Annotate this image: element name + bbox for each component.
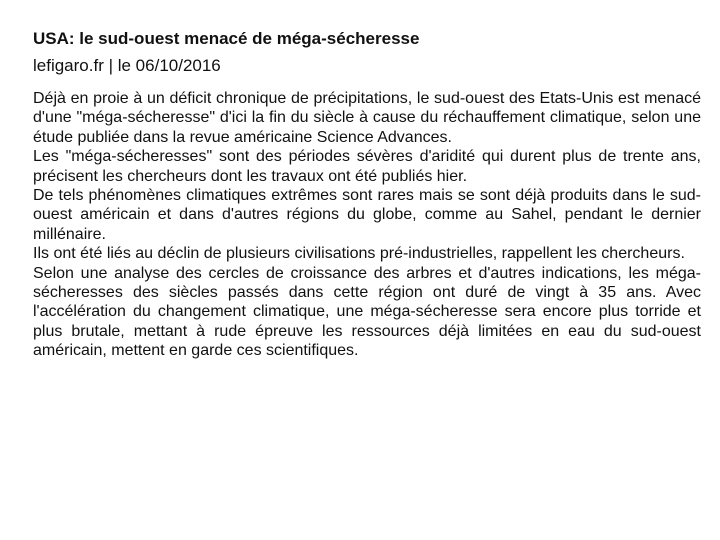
- paragraph-civilisations: Ils ont été liés au déclin de plusieurs civilisations pré-industrielles, rappellent les chercheurs.: [33, 245, 685, 263]
- article-body: [33, 89, 701, 361]
- paragraph-history: De tels phénomènes climatiques extrêmes sont rares mais se sont déjà produits dans le sud-ouest américain et dans d'autres régions du globe, comme au Sahel, pendant le dernier millénaire.: [33, 187, 701, 243]
- article-source-line: lefigaro.fr | le 06/10/2016: [33, 56, 221, 75]
- paragraph-intro: Déjà en proie à un déficit chronique de précipitations, le sud-ouest des Etats-Unis est menacé d'une "méga-sécheresse" d'ici la fin du siècle à cause du réchauffement climatique, selon une étude publiée dans la revue américaine Science Advances.: [33, 90, 701, 146]
- article-title: USA: le sud-ouest menacé de méga-sécheresse: [33, 29, 420, 48]
- paragraph-analysis: Selon une analyse des cercles de croissance des arbres et d'autres indications, les méga-sécheresses des siècles passés dans cette région ont duré de vingt à 35 ans. Avec l'accélération du changement climatique, une méga-sécheresse sera encore plus torride et plus brutale, mettant à rude épreuve les ressources déjà limitées en eau du sud-ouest américain, mettent en garde ces scientifiques.: [33, 264, 701, 360]
- paragraph-definition: Les "méga-sécheresses" sont des périodes sévères d'aridité qui durent plus de trente ans, précisent les chercheurs dont les travaux ont été publiés hier.: [33, 148, 701, 185]
- article-slide: [33, 28, 701, 361]
